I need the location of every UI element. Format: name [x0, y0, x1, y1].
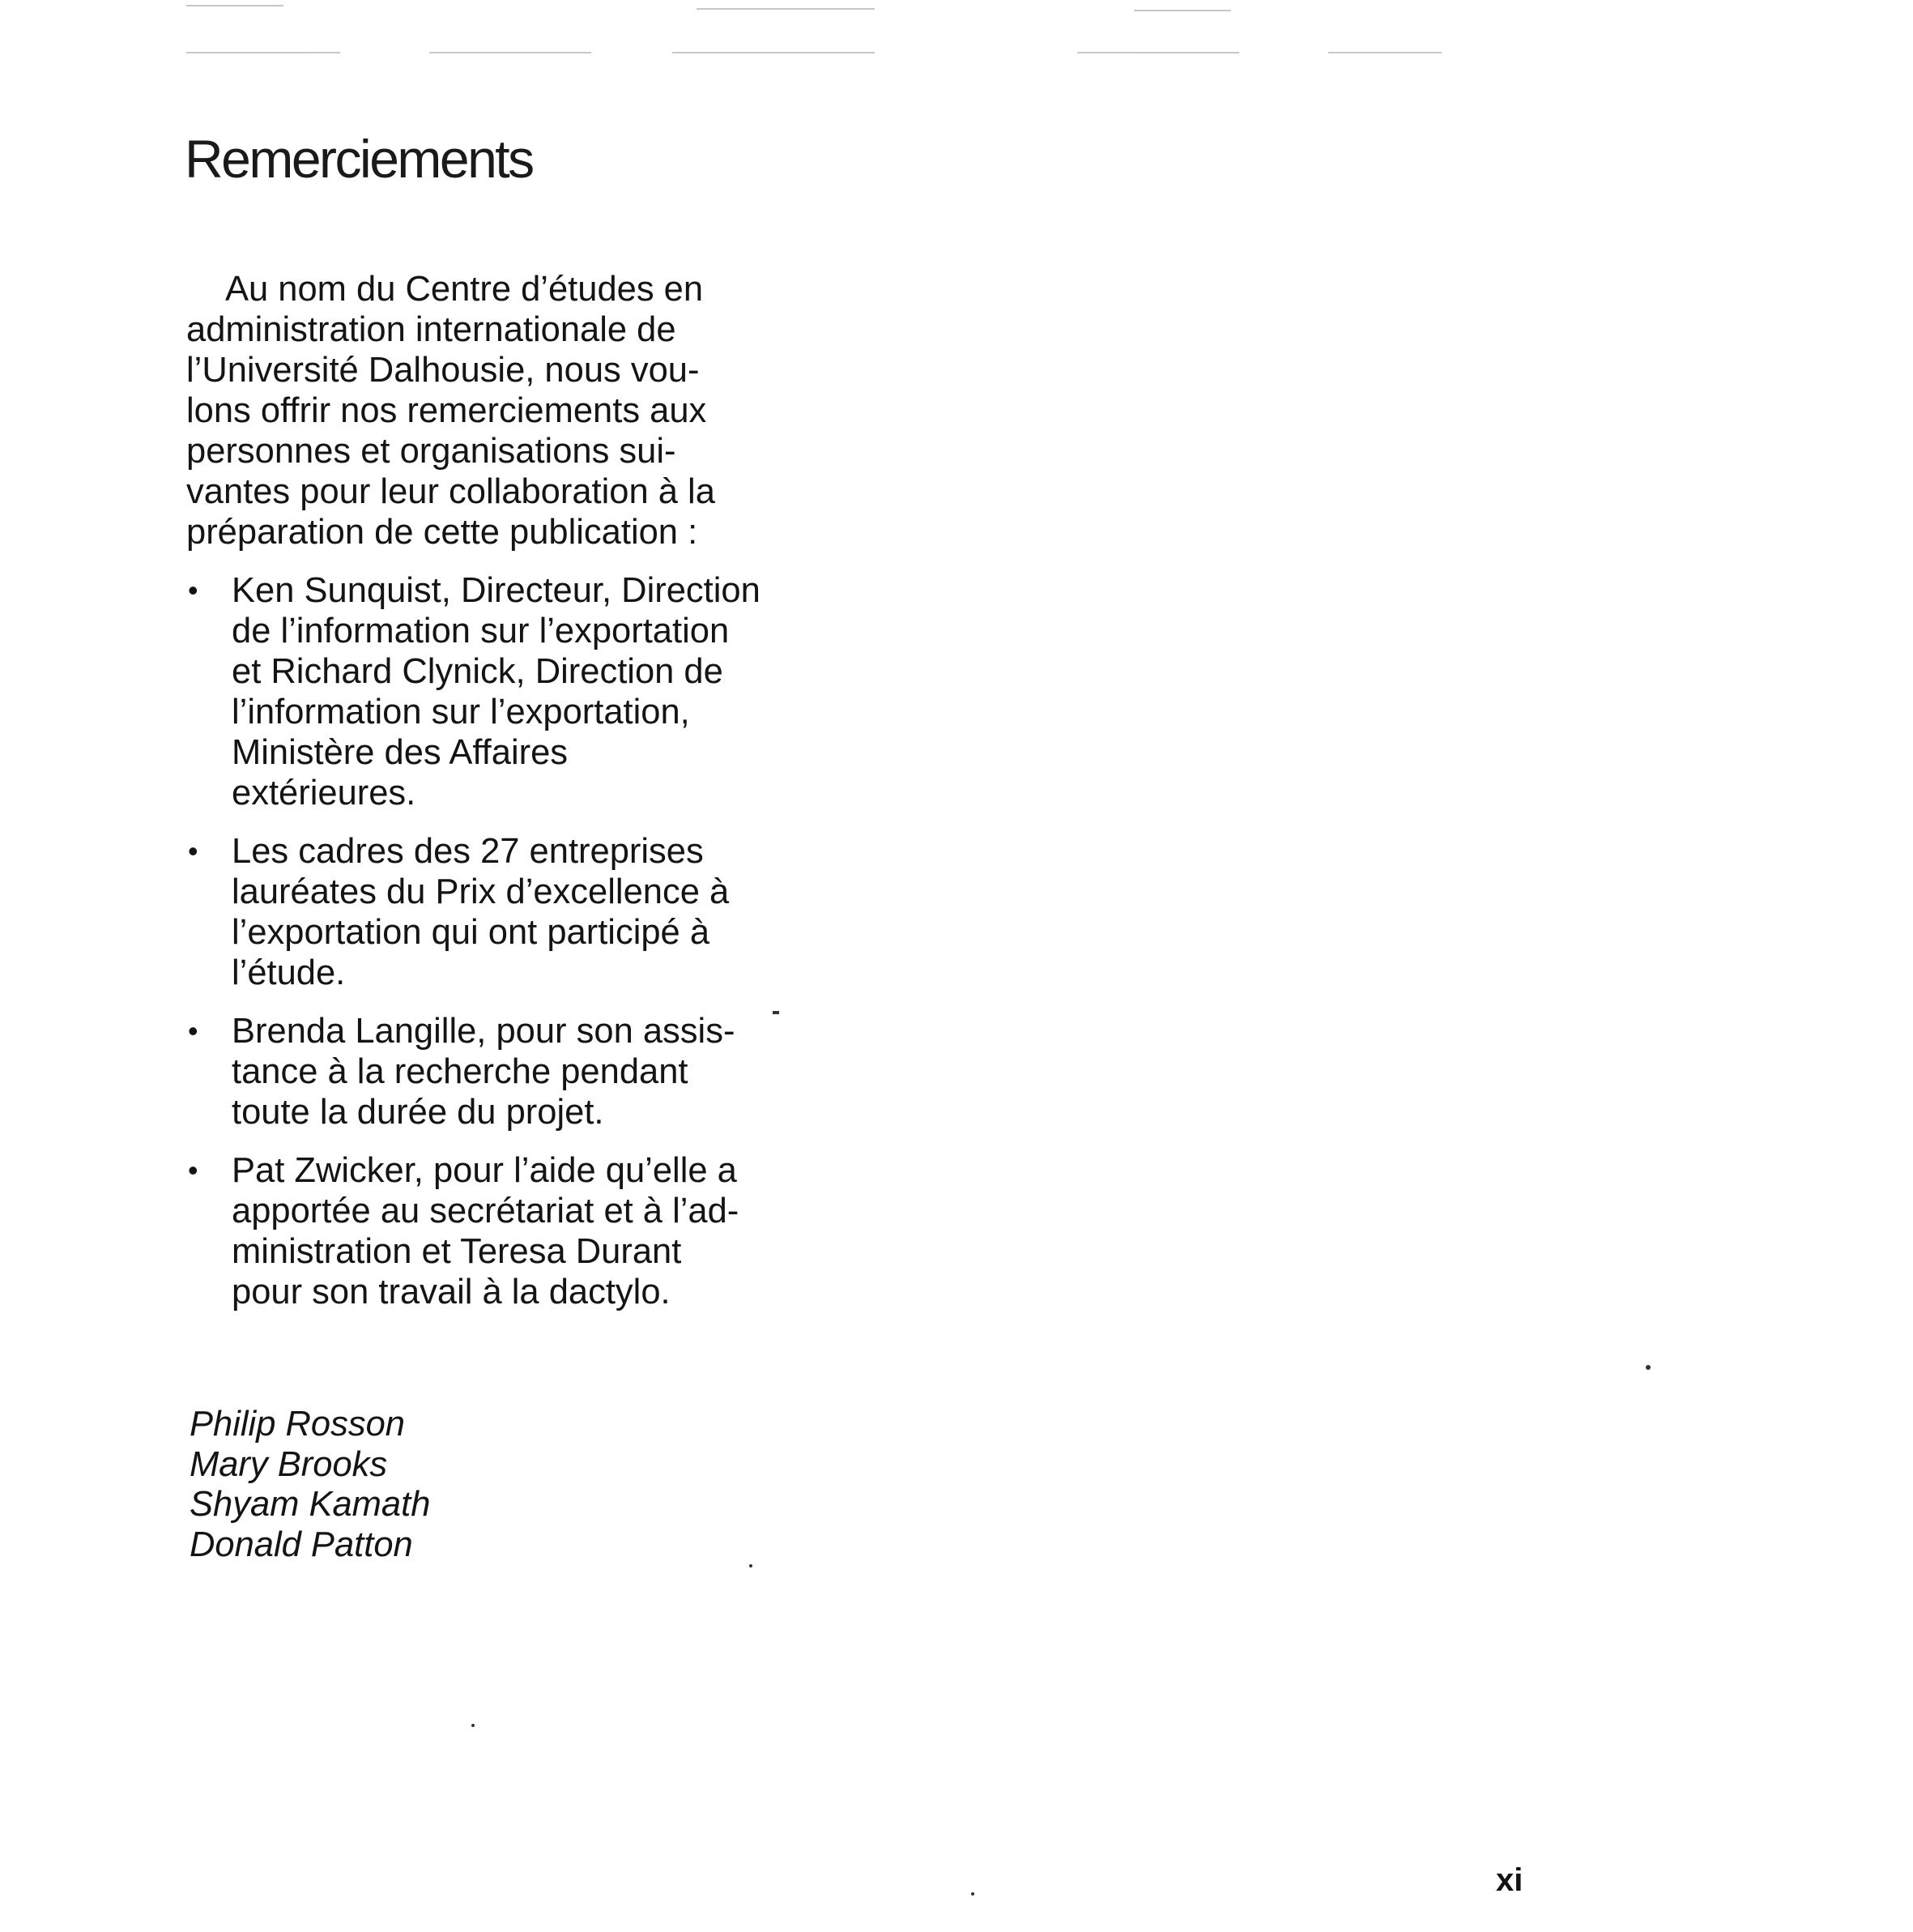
page-number: xi: [1496, 1862, 1523, 1898]
intro-line: Au nom du Centre d’études en: [225, 270, 704, 309]
list-item-line: l’information sur l’exportation,: [232, 693, 690, 731]
list-item-line: Les cadres des 27 entreprises: [232, 832, 704, 871]
list-item-line: tance à la recherche pendant: [232, 1052, 688, 1091]
page-title: Remerciements: [185, 129, 533, 189]
list-item: [186, 570, 818, 813]
list-item-line: apportée au secrétariat et à l’ad-: [232, 1192, 739, 1230]
list-item-text: [232, 1150, 818, 1312]
list-item-line: lauréates du Prix d’excellence à: [232, 872, 730, 911]
list-item-line: Pat Zwicker, pour l’aide qu’elle a: [232, 1151, 737, 1190]
intro-line: préparation de cette publication :: [186, 513, 698, 552]
list-item-line: l’étude.: [232, 953, 346, 992]
list-item-line: Ken Sunquist, Directeur, Direction: [232, 571, 761, 610]
acknowledgement-list: [186, 570, 818, 1312]
list-item-text: [232, 831, 818, 993]
list-item-line: Ministère des Affaires: [232, 733, 569, 772]
intro-line: vantes pour leur collaboration à la: [186, 472, 715, 511]
intro-paragraph: [186, 269, 818, 552]
list-item-line: Brenda Langille, pour son assis-: [232, 1012, 735, 1051]
list-item: [186, 1011, 818, 1132]
intro-line: administration internationale de: [186, 310, 676, 349]
list-item-line: de l’information sur l’exportation: [232, 612, 730, 650]
signature-name: Philip Rosson: [190, 1405, 405, 1444]
list-item-line: ministration et Teresa Durant: [232, 1232, 682, 1271]
signature-name: Donald Patton: [190, 1525, 413, 1564]
main-text: [186, 269, 818, 1330]
bullet-icon: •: [188, 1014, 198, 1047]
bullet-icon: •: [188, 1154, 198, 1187]
list-item-line: l’exportation qui ont participé à: [232, 913, 710, 952]
list-item: [186, 831, 818, 993]
bullet-icon: •: [188, 834, 198, 868]
signature-name: Mary Brooks: [190, 1444, 388, 1484]
signature-name: Shyam Kamath: [190, 1485, 431, 1524]
bullet-icon: •: [188, 574, 198, 607]
list-item-line: toute la durée du projet.: [232, 1093, 604, 1132]
intro-line: lons offrir nos remerciements aux: [186, 391, 707, 430]
list-item-text: [232, 1011, 818, 1132]
intro-line: personnes et organisations sui-: [186, 432, 676, 471]
list-item-text: [232, 570, 818, 813]
signature-block: [190, 1405, 430, 1565]
list-item: [186, 1150, 818, 1312]
list-item-line: extérieures.: [232, 774, 416, 812]
list-item-line: et Richard Clynick, Direction de: [232, 652, 723, 691]
intro-line: l’Université Dalhousie, nous vou-: [186, 351, 700, 390]
list-item-line: pour son travail à la dactylo.: [232, 1273, 671, 1311]
